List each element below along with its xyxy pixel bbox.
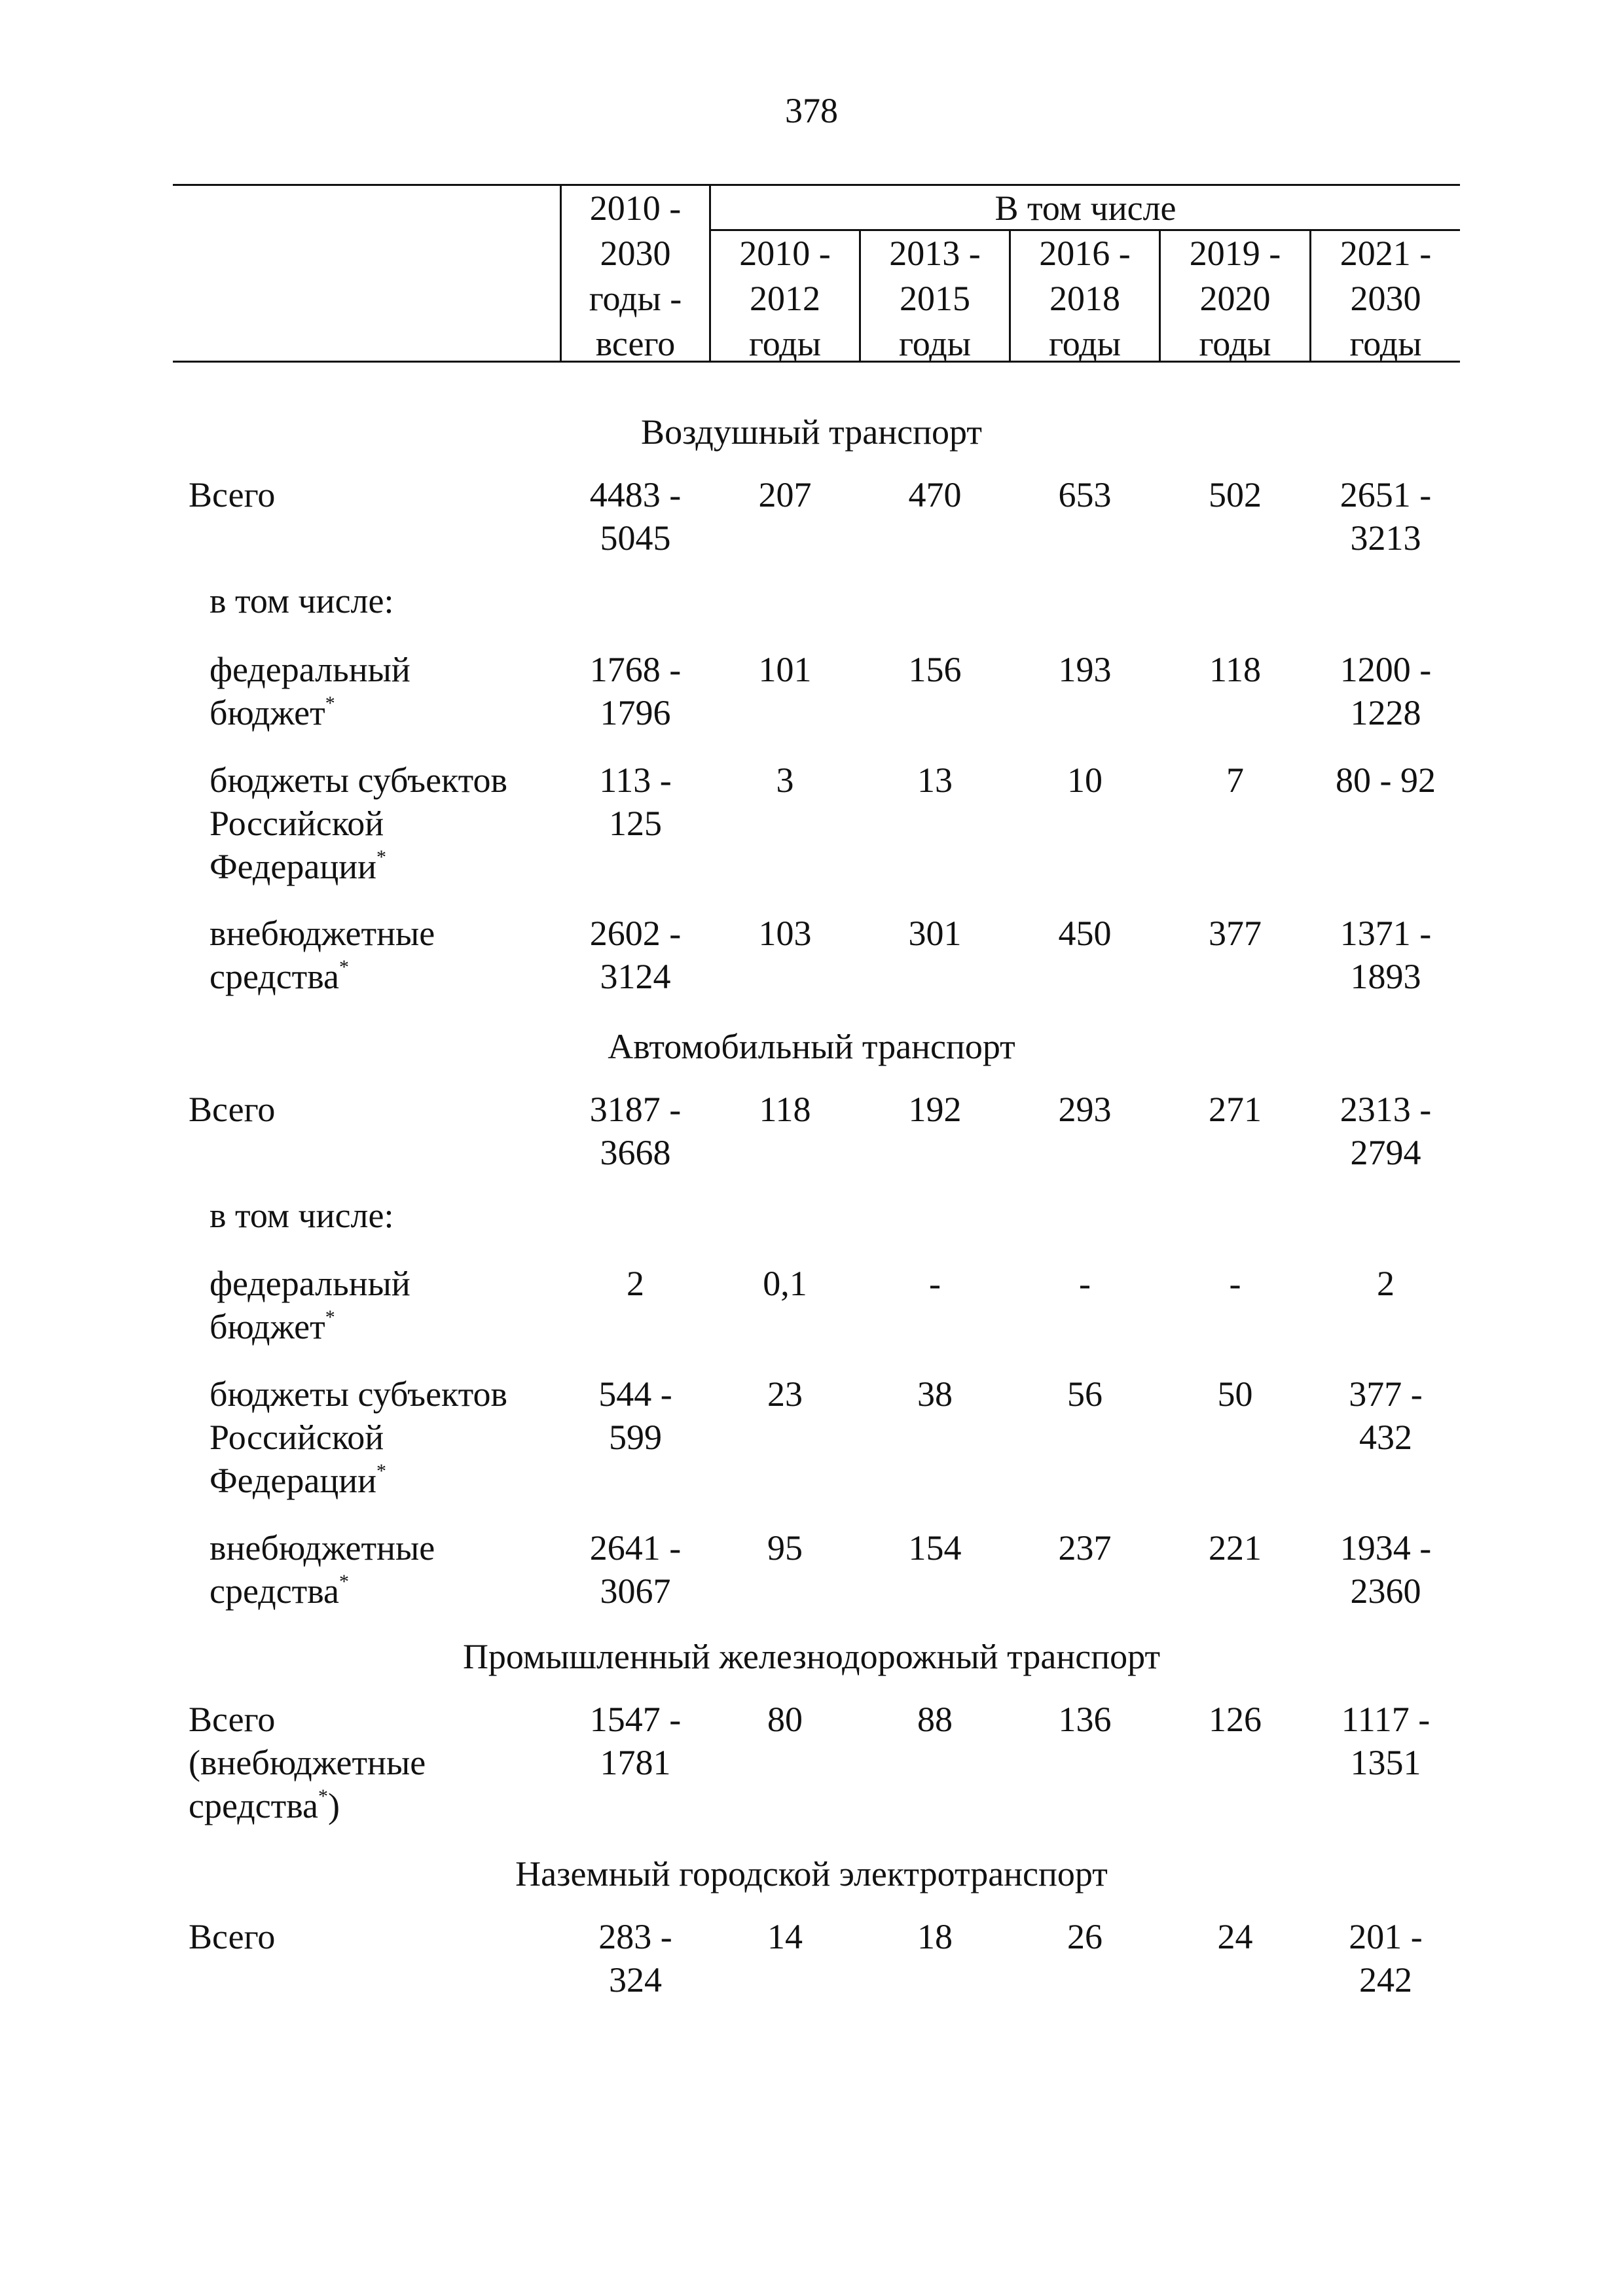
header-total-line: 2010 -: [589, 188, 682, 228]
table-cell: 237: [1058, 1528, 1112, 1568]
table-cell: -: [1229, 1264, 1241, 1303]
table-cell: 1371 - 1893: [1340, 914, 1432, 996]
table-cell: 14: [767, 1917, 803, 1956]
table-cell: 136: [1058, 1700, 1112, 1739]
row-label-line: средства*: [210, 1571, 350, 1611]
row-label-line: внебюджетные: [210, 1528, 435, 1568]
header-period-line: 2012: [750, 279, 820, 318]
table-cell: 207: [758, 475, 812, 514]
header-period-line: 2010 -: [739, 234, 831, 273]
row-label-line: федеральный: [210, 1264, 410, 1303]
row-label-line: бюджет*: [210, 1306, 335, 1346]
table-cell: 1934 - 2360: [1340, 1528, 1432, 1611]
table-cell: 2602 - 3124: [589, 914, 682, 996]
table-cell: 293: [1058, 1090, 1112, 1129]
footnote-mark: *: [376, 1460, 387, 1482]
table-cell: 1768 - 1796: [589, 650, 682, 732]
row-label-line: Всего: [189, 475, 276, 514]
header-period-line: годы: [1199, 324, 1271, 363]
header-period: [861, 231, 1009, 367]
header-period-line: годы: [1048, 324, 1121, 363]
header-period-line: 2020: [1199, 279, 1271, 318]
row-label-line: бюджет*: [210, 692, 335, 732]
table-cell: 193: [1058, 650, 1112, 689]
header-period-line: годы: [898, 324, 971, 363]
row-label-line: Всего: [189, 1700, 276, 1739]
table-cell: 377: [1209, 914, 1262, 953]
row-label-line: бюджеты субъектов: [210, 1374, 507, 1414]
table-cell: 80 - 92: [1336, 761, 1436, 800]
table-cell: 502: [1209, 475, 1262, 514]
table-cell: -: [1079, 1264, 1091, 1303]
section-title: Наземный городской электротранспорт: [515, 1854, 1108, 1893]
row-label: [210, 1194, 393, 1237]
row-label-line: Всего: [189, 1917, 276, 1956]
table-cell: 10: [1067, 761, 1103, 800]
table-cell: 23: [767, 1374, 803, 1414]
footnote-mark: *: [325, 692, 335, 714]
table-cell: 26: [1067, 1917, 1103, 1956]
table-cell: 50: [1217, 1374, 1253, 1414]
footnote-mark: *: [318, 1785, 329, 1807]
table-cell: 24: [1217, 1917, 1253, 1956]
table-cell: 18: [917, 1917, 953, 1956]
table-cell: 201 - 242: [1349, 1917, 1423, 2000]
table-cell: 113 - 125: [599, 761, 672, 843]
table-cell: 38: [917, 1374, 953, 1414]
row-label-line: Всего: [189, 1090, 276, 1129]
header-period-line: 2030: [1350, 279, 1421, 318]
row-label: [210, 648, 410, 734]
row-label: [210, 579, 393, 622]
table-cell: 3: [776, 761, 794, 800]
header-period-line: годы: [1349, 324, 1422, 363]
row-label: [189, 473, 275, 516]
section-title: Воздушный транспорт: [641, 412, 982, 452]
footnote-mark: *: [339, 956, 350, 978]
row-label: [189, 1915, 275, 1958]
table-cell: 2: [1377, 1264, 1395, 1303]
row-label: [210, 912, 435, 998]
header-period-line: 2016 -: [1039, 234, 1131, 273]
row-label-line: Российской: [210, 804, 384, 843]
header-period: [1011, 231, 1159, 367]
section-title: Промышленный железнодорожный транспорт: [462, 1637, 1161, 1676]
row-label-line: Федерации*: [210, 1460, 387, 1500]
table-cell: 377 - 432: [1349, 1374, 1423, 1457]
table-cell: 1547 - 1781: [589, 1700, 682, 1782]
header-period-line: 2015: [900, 279, 970, 318]
header-period-line: годы: [748, 324, 821, 363]
table-cell: 0,1: [763, 1264, 807, 1303]
header-total-line: всего: [595, 324, 676, 363]
table-cell: 154: [908, 1528, 962, 1568]
row-label: [210, 1262, 410, 1348]
row-label-line: в том числе:: [210, 581, 394, 620]
table-cell: 283 - 324: [598, 1917, 672, 2000]
row-label-line: Российской: [210, 1418, 384, 1457]
table-cell: 118: [1209, 650, 1261, 689]
table-cell: 3187 - 3668: [589, 1090, 682, 1172]
header-group-label: В том числе: [994, 188, 1176, 228]
row-label: [189, 1088, 275, 1131]
header-period-line: 2013 -: [889, 234, 981, 273]
table-cell: 301: [908, 914, 962, 953]
table-cell: 118: [759, 1090, 811, 1129]
table-cell: 1200 - 1228: [1340, 650, 1432, 732]
header-period-line: 2019 -: [1189, 234, 1281, 273]
table-cell: 56: [1067, 1374, 1103, 1414]
header-total-line: 2030: [600, 234, 671, 273]
table-cell: 653: [1058, 475, 1112, 514]
table-cell: 2: [627, 1264, 644, 1303]
table-cell: 13: [917, 761, 953, 800]
row-label: [210, 1526, 435, 1613]
row-label-line: бюджеты субъектов: [210, 761, 507, 800]
table-cell: 80: [767, 1700, 803, 1739]
table-cell: 7: [1226, 761, 1244, 800]
row-label: [210, 1372, 507, 1502]
table-cell: 1117 - 1351: [1341, 1700, 1431, 1782]
table-cell: 470: [908, 475, 962, 514]
table-cell: 2313 - 2794: [1340, 1090, 1432, 1172]
header-period: [711, 231, 859, 367]
table-cell: 271: [1209, 1090, 1262, 1129]
row-label-line: федеральный: [210, 650, 410, 689]
table-cell: 2641 - 3067: [589, 1528, 682, 1611]
table-cell: 95: [767, 1528, 803, 1568]
table-cell: 126: [1209, 1700, 1262, 1739]
table-cell: 156: [908, 650, 962, 689]
row-label-line: (внебюджетные: [189, 1743, 426, 1782]
footnote-mark: *: [325, 1306, 335, 1328]
table-cell: 4483 - 5045: [589, 475, 682, 558]
table-cell: 544 - 599: [598, 1374, 672, 1457]
row-label: [210, 759, 507, 888]
row-label-line: средства*: [210, 956, 350, 996]
row-label-line: средства*): [189, 1785, 340, 1825]
section-title: Автомобильный транспорт: [608, 1027, 1015, 1066]
row-label-line: внебюджетные: [210, 914, 435, 953]
table-cell: 88: [917, 1700, 953, 1739]
row-label-line: Федерации*: [210, 846, 387, 886]
header-period: [1161, 231, 1309, 367]
header-total-column: [562, 186, 709, 367]
row-label-line: в том числе:: [210, 1196, 394, 1235]
footnote-mark: *: [339, 1571, 350, 1592]
header-period: [1311, 231, 1460, 367]
table-cell: 101: [758, 650, 812, 689]
table-cell: 450: [1058, 914, 1112, 953]
footnote-mark: *: [376, 846, 387, 868]
page-number: 378: [785, 91, 838, 130]
table-cell: -: [929, 1264, 941, 1303]
header-period-line: 2021 -: [1340, 234, 1432, 273]
table-cell: 192: [908, 1090, 962, 1129]
table-cell: 221: [1209, 1528, 1262, 1568]
table-cell: 103: [758, 914, 812, 953]
header-total-line: годы -: [589, 279, 682, 318]
header-period-line: 2018: [1049, 279, 1120, 318]
row-label: [189, 1698, 426, 1827]
table-cell: 2651 - 3213: [1340, 475, 1432, 558]
